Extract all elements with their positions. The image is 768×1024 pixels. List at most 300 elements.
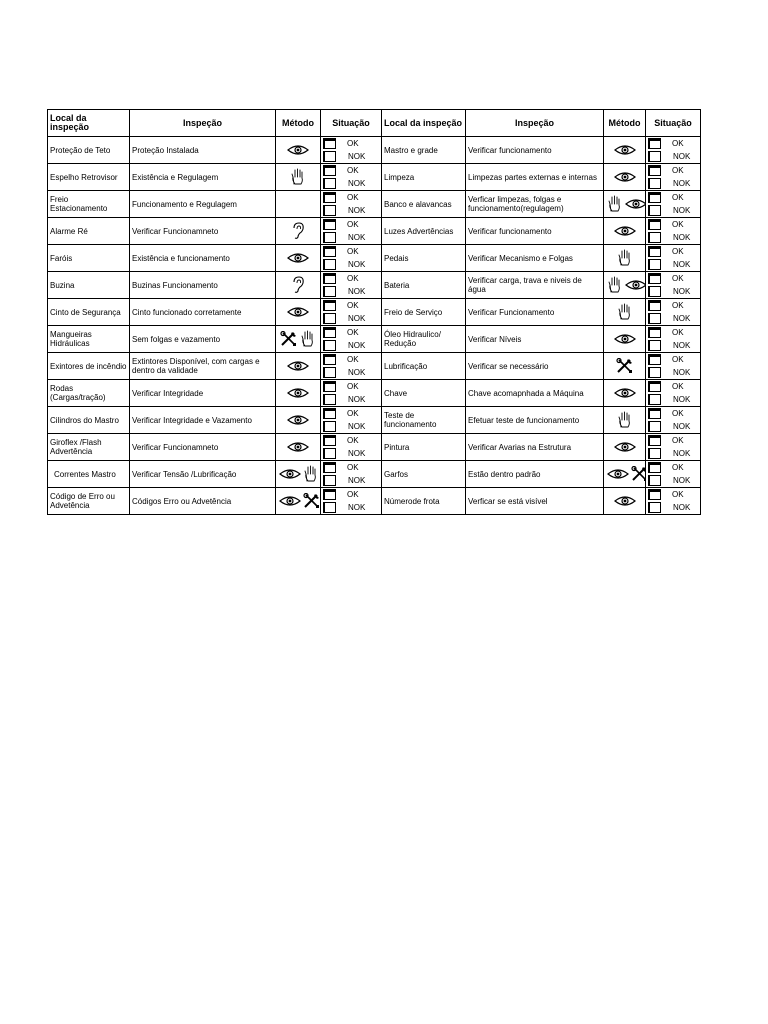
ok-checkbox[interactable]: [323, 462, 336, 473]
table-row: [48, 353, 701, 380]
nok-checkbox[interactable]: [648, 313, 661, 324]
inspecao-cell: Verificar Níveis: [466, 326, 604, 353]
nok-checkbox[interactable]: [323, 448, 336, 459]
nok-option[interactable]: [648, 501, 698, 514]
ok-option[interactable]: [648, 245, 698, 258]
nok-checkbox[interactable]: [323, 394, 336, 405]
ok-option[interactable]: [648, 137, 698, 150]
nok-option[interactable]: [648, 474, 698, 487]
local-cell: Lubrificação: [382, 353, 466, 380]
ok-option[interactable]: [323, 434, 379, 447]
eye-icon: [286, 388, 310, 397]
eye-icon: [613, 388, 637, 397]
nok-checkbox[interactable]: [648, 448, 661, 459]
ok-label: OK: [672, 301, 684, 310]
nok-option[interactable]: [648, 366, 698, 379]
nok-option[interactable]: [323, 231, 379, 244]
nok-option[interactable]: [648, 339, 698, 352]
local-cell: Limpeza: [382, 164, 466, 191]
nok-option[interactable]: [648, 420, 698, 433]
header-row: [48, 110, 701, 137]
method-cell: [604, 407, 646, 434]
ok-option[interactable]: [648, 353, 698, 366]
local-cell: Bateria: [382, 272, 466, 299]
ok-option[interactable]: [323, 191, 379, 204]
ok-checkbox[interactable]: [648, 408, 661, 419]
inspecao-cell: Verificar Tensão /Lubrificação: [130, 461, 276, 488]
inspecao-cell: Buzinas Funcionamento: [130, 272, 276, 299]
ok-option[interactable]: [648, 434, 698, 447]
situacao-cell: [646, 353, 701, 380]
situacao-cell: [646, 299, 701, 326]
method-cell: [276, 326, 321, 353]
inspecao-cell: Chave acomapnhada a Máquina: [466, 380, 604, 407]
nok-label: NOK: [348, 503, 366, 512]
header-inspecao-left: Inspeção: [130, 110, 276, 137]
method-cell: [604, 461, 646, 488]
ok-checkbox[interactable]: [323, 138, 336, 149]
nok-checkbox[interactable]: [648, 340, 661, 351]
nok-checkbox[interactable]: [648, 151, 661, 162]
nok-checkbox[interactable]: [323, 367, 336, 378]
ok-label: OK: [347, 247, 359, 256]
nok-option[interactable]: [323, 150, 379, 163]
ok-checkbox[interactable]: [648, 354, 661, 365]
ok-label: OK: [672, 382, 684, 391]
nok-checkbox[interactable]: [323, 259, 336, 270]
ok-checkbox[interactable]: [323, 381, 336, 392]
ok-label: OK: [672, 139, 684, 148]
ok-label: OK: [347, 409, 359, 418]
inspecao-cell: Limpezas partes externas e internas: [466, 164, 604, 191]
situacao-cell: [646, 191, 701, 218]
ok-label: OK: [347, 382, 359, 391]
ok-option[interactable]: [648, 488, 698, 501]
method-cell: [604, 353, 646, 380]
ok-label: OK: [672, 355, 684, 364]
ok-option[interactable]: [323, 272, 379, 285]
eye-icon: [278, 469, 302, 478]
inspecao-cell: Existência e funcionamento: [130, 245, 276, 272]
ok-checkbox[interactable]: [323, 435, 336, 446]
nok-option[interactable]: [648, 150, 698, 163]
nok-label: NOK: [673, 287, 691, 296]
nok-option[interactable]: [323, 501, 379, 514]
ok-label: OK: [347, 301, 359, 310]
nok-label: NOK: [673, 152, 691, 161]
ok-option[interactable]: [648, 461, 698, 474]
nok-label: NOK: [673, 206, 691, 215]
ok-option[interactable]: [648, 407, 698, 420]
eye-icon: [286, 253, 310, 262]
nok-checkbox[interactable]: [323, 232, 336, 243]
local-cell: Espelho Retrovisor: [48, 164, 130, 191]
header-local-right: Local da inspeção: [382, 110, 466, 137]
nok-label: NOK: [673, 233, 691, 242]
nok-option[interactable]: [648, 312, 698, 325]
nok-option[interactable]: [648, 285, 698, 298]
eye-icon: [624, 280, 646, 289]
local-cell: Freio de Serviço: [382, 299, 466, 326]
nok-checkbox[interactable]: [648, 205, 661, 216]
nok-label: NOK: [348, 152, 366, 161]
nok-checkbox[interactable]: [323, 340, 336, 351]
ok-checkbox[interactable]: [323, 354, 336, 365]
method-cell: [276, 461, 321, 488]
method-cell: [276, 488, 321, 515]
method-cell: [276, 353, 321, 380]
eye-icon: [286, 307, 310, 316]
ok-label: OK: [347, 463, 359, 472]
table-row: [48, 488, 701, 515]
situacao-cell: [321, 407, 382, 434]
nok-checkbox[interactable]: [323, 313, 336, 324]
inspecao-cell: Efetuar teste de funcionamento: [466, 407, 604, 434]
hand-icon: [289, 172, 307, 181]
ok-checkbox[interactable]: [648, 219, 661, 230]
method-cell: [604, 164, 646, 191]
nok-option[interactable]: [648, 393, 698, 406]
ok-checkbox[interactable]: [323, 489, 336, 500]
method-cell: [604, 380, 646, 407]
ok-label: OK: [672, 166, 684, 175]
nok-label: NOK: [673, 449, 691, 458]
ok-label: OK: [347, 436, 359, 445]
ok-option[interactable]: [323, 380, 379, 393]
inspecao-cell: Verificar Funcionamneto: [130, 434, 276, 461]
header-situacao-right: Situação: [646, 110, 701, 137]
eye-icon: [613, 334, 637, 343]
local-cell: Númerode frota: [382, 488, 466, 515]
situacao-cell: [646, 272, 701, 299]
nok-option[interactable]: [648, 231, 698, 244]
local-cell: Luzes Advertências: [382, 218, 466, 245]
nok-checkbox[interactable]: [648, 394, 661, 405]
nok-option[interactable]: [323, 420, 379, 433]
nok-label: NOK: [348, 179, 366, 188]
nok-checkbox[interactable]: [648, 502, 661, 513]
ok-option[interactable]: [323, 407, 379, 420]
header-inspecao-right: Inspeção: [466, 110, 604, 137]
local-cell: Óleo Hidraulico/ Redução: [382, 326, 466, 353]
nok-label: NOK: [673, 314, 691, 323]
ok-label: OK: [672, 409, 684, 418]
nok-checkbox[interactable]: [323, 421, 336, 432]
nok-checkbox[interactable]: [323, 205, 336, 216]
method-cell: [604, 488, 646, 515]
situacao-cell: [321, 380, 382, 407]
local-cell: Cilindros do Mastro: [48, 407, 130, 434]
ok-label: OK: [347, 355, 359, 364]
nok-option[interactable]: [323, 177, 379, 190]
ok-label: OK: [347, 328, 359, 337]
eye-icon: [613, 145, 637, 154]
nok-checkbox[interactable]: [323, 475, 336, 486]
situacao-cell: [646, 137, 701, 164]
ok-option[interactable]: [648, 164, 698, 177]
table-row: [48, 407, 701, 434]
local-cell: Pedais: [382, 245, 466, 272]
inspecao-cell: Existência e Regulagem: [130, 164, 276, 191]
situacao-cell: [321, 137, 382, 164]
inspecao-cell: Códigos Erro ou Advetência: [130, 488, 276, 515]
ok-label: OK: [347, 274, 359, 283]
local-cell: Pintura: [382, 434, 466, 461]
ok-checkbox[interactable]: [648, 462, 661, 473]
nok-label: NOK: [673, 368, 691, 377]
nok-checkbox[interactable]: [648, 286, 661, 297]
situacao-cell: [321, 164, 382, 191]
eye-icon: [613, 172, 637, 181]
tools-icon: [302, 496, 321, 505]
nok-checkbox[interactable]: [648, 475, 661, 486]
nok-label: NOK: [348, 233, 366, 242]
nok-option[interactable]: [323, 447, 379, 460]
local-cell: Código de Erro ou Advetência: [48, 488, 130, 515]
nok-label: NOK: [348, 368, 366, 377]
nok-label: NOK: [348, 260, 366, 269]
inspecao-cell: Sem folgas e vazamento: [130, 326, 276, 353]
ok-option[interactable]: [648, 326, 698, 339]
nok-label: NOK: [348, 206, 366, 215]
situacao-cell: [646, 407, 701, 434]
ok-option[interactable]: [323, 164, 379, 177]
local-cell: Freio Estacionamento: [48, 191, 130, 218]
ok-label: OK: [347, 139, 359, 148]
table-row: [48, 245, 701, 272]
nok-option[interactable]: [323, 393, 379, 406]
table-row: [48, 218, 701, 245]
ok-option[interactable]: [323, 218, 379, 231]
inspecao-cell: Extintores Disponível, com cargas e dentro da validade: [130, 353, 276, 380]
ok-checkbox[interactable]: [648, 381, 661, 392]
nok-label: NOK: [348, 341, 366, 350]
ok-option[interactable]: [323, 137, 379, 150]
ok-checkbox[interactable]: [323, 327, 336, 338]
situacao-cell: [321, 299, 382, 326]
situacao-cell: [321, 353, 382, 380]
situacao-cell: [321, 434, 382, 461]
nok-option[interactable]: [648, 177, 698, 190]
ok-option[interactable]: [323, 461, 379, 474]
ok-checkbox[interactable]: [648, 165, 661, 176]
nok-checkbox[interactable]: [323, 502, 336, 513]
inspecao-cell: Proteção Instalada: [130, 137, 276, 164]
ok-option[interactable]: [323, 299, 379, 312]
ok-checkbox[interactable]: [323, 273, 336, 284]
situacao-cell: [646, 245, 701, 272]
nok-option[interactable]: [323, 285, 379, 298]
ok-option[interactable]: [323, 245, 379, 258]
nok-option[interactable]: [648, 258, 698, 271]
nok-label: NOK: [348, 314, 366, 323]
table-row: [48, 380, 701, 407]
nok-checkbox[interactable]: [648, 367, 661, 378]
hand-icon: [299, 334, 317, 343]
local-cell: Rodas (Cargas/tração): [48, 380, 130, 407]
eye-icon: [613, 496, 637, 505]
situacao-cell: [321, 191, 382, 218]
ok-checkbox[interactable]: [648, 246, 661, 257]
nok-option[interactable]: [323, 258, 379, 271]
local-cell: Proteção de Teto: [48, 137, 130, 164]
method-cell: [276, 380, 321, 407]
inspecao-cell: Verificar Mecanismo e Folgas: [466, 245, 604, 272]
ok-option[interactable]: [323, 353, 379, 366]
nok-label: NOK: [673, 476, 691, 485]
ok-option[interactable]: [648, 218, 698, 231]
local-cell: Buzina: [48, 272, 130, 299]
nok-option[interactable]: [323, 474, 379, 487]
ok-checkbox[interactable]: [648, 192, 661, 203]
method-cell: [604, 272, 646, 299]
inspecao-cell: Verificar funcionamento: [466, 137, 604, 164]
nok-option[interactable]: [648, 447, 698, 460]
tools-icon: [630, 469, 646, 478]
nok-option[interactable]: [323, 312, 379, 325]
nok-option[interactable]: [648, 204, 698, 217]
nok-checkbox[interactable]: [323, 151, 336, 162]
nok-label: NOK: [673, 503, 691, 512]
tools-icon: [279, 334, 299, 343]
situacao-cell: [646, 488, 701, 515]
ok-option[interactable]: [323, 326, 379, 339]
method-cell: [604, 137, 646, 164]
situacao-cell: [646, 218, 701, 245]
tools-icon: [615, 361, 635, 370]
inspecao-cell: Verificar Integridade e Vazamento: [130, 407, 276, 434]
ok-checkbox[interactable]: [323, 219, 336, 230]
situacao-cell: [646, 326, 701, 353]
local-cell: Garfos: [382, 461, 466, 488]
nok-label: NOK: [348, 476, 366, 485]
inspecao-cell: Verificar funcionamento: [466, 218, 604, 245]
method-cell: [604, 434, 646, 461]
situacao-cell: [646, 380, 701, 407]
ok-label: OK: [347, 220, 359, 229]
nok-label: NOK: [673, 422, 691, 431]
method-cell: [276, 164, 321, 191]
ok-checkbox[interactable]: [323, 408, 336, 419]
local-cell: Teste de funcionamento: [382, 407, 466, 434]
ear-icon: [290, 280, 306, 289]
method-cell: [276, 299, 321, 326]
ok-label: OK: [347, 166, 359, 175]
nok-checkbox[interactable]: [648, 259, 661, 270]
nok-checkbox[interactable]: [323, 178, 336, 189]
ear-icon: [290, 226, 306, 235]
eye-icon: [278, 496, 302, 505]
nok-label: NOK: [348, 287, 366, 296]
nok-label: NOK: [348, 422, 366, 431]
nok-option[interactable]: [323, 339, 379, 352]
header-metodo-right: Método: [604, 110, 646, 137]
nok-checkbox[interactable]: [323, 286, 336, 297]
situacao-cell: [321, 326, 382, 353]
inspecao-cell: Verificar se necessário: [466, 353, 604, 380]
table-row: [48, 164, 701, 191]
table-row: [48, 434, 701, 461]
inspecao-cell: Verificar Funcionamento: [466, 299, 604, 326]
nok-label: NOK: [348, 449, 366, 458]
hand-icon: [302, 469, 320, 478]
ok-label: OK: [672, 247, 684, 256]
hand-icon: [606, 199, 624, 208]
ok-checkbox[interactable]: [648, 489, 661, 500]
method-cell: [604, 326, 646, 353]
nok-checkbox[interactable]: [648, 421, 661, 432]
ok-option[interactable]: [648, 299, 698, 312]
method-cell: [604, 191, 646, 218]
inspecao-cell: Funcionamento e Regulagem: [130, 191, 276, 218]
inspection-checklist-table: [47, 109, 701, 515]
method-cell: [276, 191, 321, 218]
situacao-cell: [321, 245, 382, 272]
ok-checkbox[interactable]: [323, 165, 336, 176]
eye-icon: [286, 415, 310, 424]
ok-checkbox[interactable]: [648, 435, 661, 446]
eye-icon: [606, 469, 630, 478]
table-row: [48, 461, 701, 488]
ok-checkbox[interactable]: [648, 273, 661, 284]
nok-option[interactable]: [323, 204, 379, 217]
local-cell: Alarme Ré: [48, 218, 130, 245]
ok-checkbox[interactable]: [648, 300, 661, 311]
ok-checkbox[interactable]: [323, 300, 336, 311]
inspecao-cell: Verificar Funcionamneto: [130, 218, 276, 245]
nok-label: NOK: [348, 395, 366, 404]
ok-checkbox[interactable]: [323, 246, 336, 257]
local-cell: Mastro e grade: [382, 137, 466, 164]
ok-label: OK: [347, 490, 359, 499]
eye-icon: [286, 145, 310, 154]
situacao-cell: [321, 272, 382, 299]
local-cell: Cinto de Segurança: [48, 299, 130, 326]
method-cell: [276, 137, 321, 164]
hand-icon: [616, 253, 634, 262]
method-cell: [604, 299, 646, 326]
method-cell: [276, 434, 321, 461]
situacao-cell: [321, 461, 382, 488]
ok-checkbox[interactable]: [323, 192, 336, 203]
nok-checkbox[interactable]: [648, 178, 661, 189]
ok-option[interactable]: [648, 272, 698, 285]
local-cell: Correntes Mastro: [48, 461, 130, 488]
ok-checkbox[interactable]: [648, 327, 661, 338]
nok-checkbox[interactable]: [648, 232, 661, 243]
ok-option[interactable]: [648, 380, 698, 393]
local-cell: Banco e alavancas: [382, 191, 466, 218]
inspecao-cell: Verficar se está visível: [466, 488, 604, 515]
hand-icon: [616, 415, 634, 424]
ok-label: OK: [672, 193, 684, 202]
table-row: [48, 191, 701, 218]
local-cell: Giroflex /Flash Advertência: [48, 434, 130, 461]
local-cell: Faróis: [48, 245, 130, 272]
situacao-cell: [321, 218, 382, 245]
inspecao-cell: Verificar carga, trava e niveis de água: [466, 272, 604, 299]
method-cell: [604, 218, 646, 245]
header-local-left: Local da inspeção: [48, 110, 130, 137]
nok-label: NOK: [673, 341, 691, 350]
nok-option[interactable]: [323, 366, 379, 379]
local-cell: Mangueiras Hidráulicas: [48, 326, 130, 353]
ok-option[interactable]: [648, 191, 698, 204]
table-row: [48, 137, 701, 164]
ok-option[interactable]: [323, 488, 379, 501]
eye-icon: [613, 442, 637, 451]
ok-checkbox[interactable]: [648, 138, 661, 149]
